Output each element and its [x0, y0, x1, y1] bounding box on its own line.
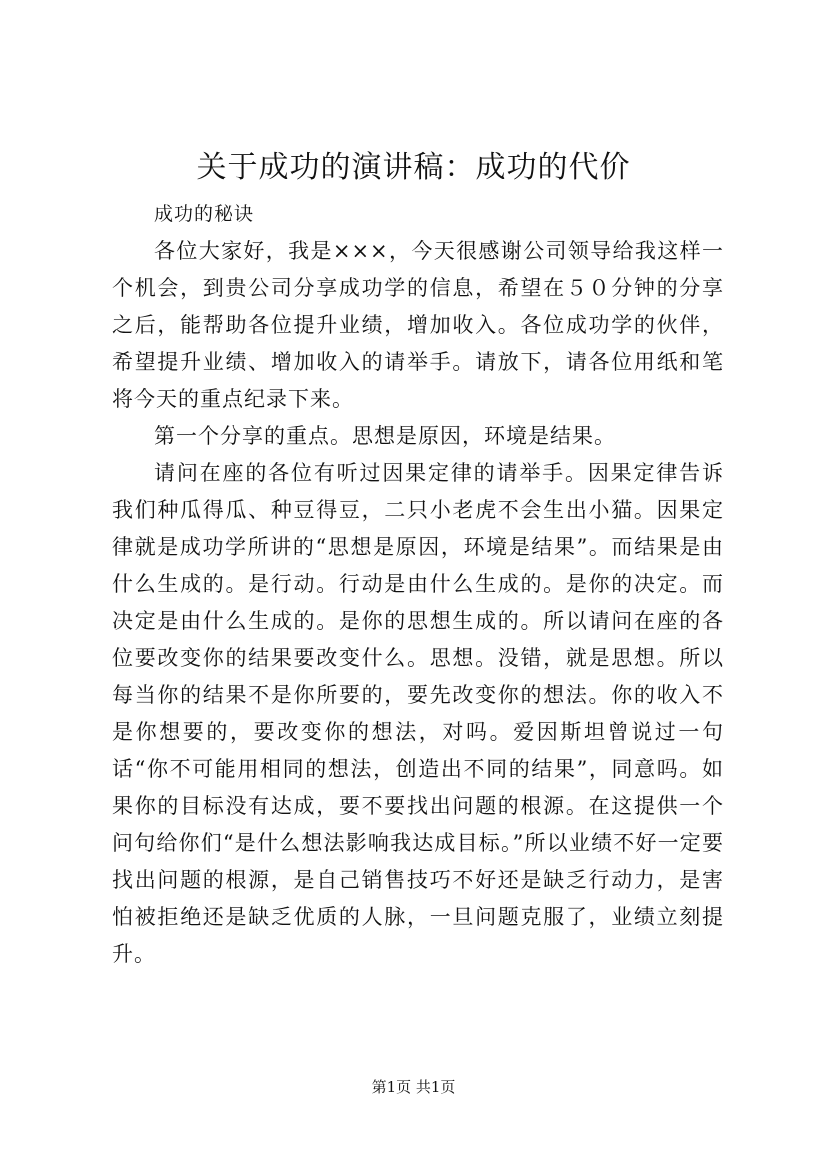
document-title: 关于成功的演讲稿：成功的代价	[196, 150, 631, 185]
page-number-footer: 第1页 共1页	[371, 1078, 456, 1096]
paragraph-intro: 各位大家好，我是×××，今天很感谢公司领导给我这样一个机会，到贵公司分享成功学的信息，希望在５０分钟的分享之后，能帮助各位提升业绩，增加收入。各位成功学的伙伴，希望提升业绩、增加收入的请举手。请放下，请各位用纸和笔将今天的重点纪录下来。	[112, 239, 724, 411]
section-subheading: 成功的秘诀	[154, 203, 255, 225]
document-body	[112, 196, 724, 973]
paragraph-cause-effect: 请问在座的各位有听过因果定律的请举手。因果定律告诉我们种瓜得瓜、种豆得豆，二只小老虎不会生出小猫。因果定律就是成功学所讲的“思想是原因，环境是结果”。而结果是由什么生成的。是行动。行动是由什么生成的。是你的决定。而决定是由什么生成的。是你的思想生成的。所以请问在座的各位要改变你的结果要改变什么。思想。没错，就是思想。所以每当你的结果不是你所要的，要先改变你的想法。你的收入不是你想要的，要改变你的想法，对吗。爱因斯坦曾说过一句话“你不可能用相同的想法，创造出不同的结果”，同意吗。如果你的目标没有达成，要不要找出问题的根源。在这提供一个问句给你们“是什么想法影响我达成目标。”所以业绩不好一定要找出问题的根源，是自己销售技巧不好还是缺乏行动力，是害怕被拒绝还是缺乏优质的人脉，一旦问题克服了，业绩立刻提升。	[112, 461, 724, 966]
paragraph-first-point: 第一个分享的重点。思想是原因，环境是结果。	[154, 424, 616, 448]
